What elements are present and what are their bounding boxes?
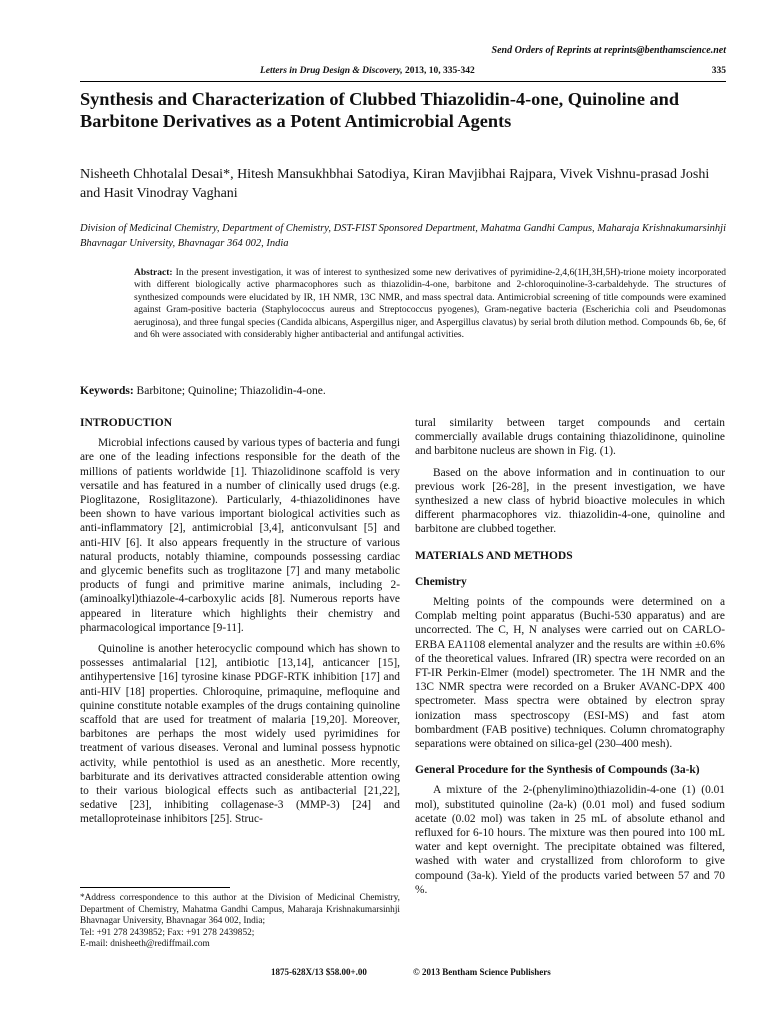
journal-name: Letters in Drug Design & Discovery, [260,66,403,76]
intro-paragraph-3: Based on the above information and in continuation to our previous work [26-28], in the present investigation, we have synthesized a new class of hybrid bioactive molecules in which different pharmacophores viz. thiazolidin-4-one, quinoline and barbitone are clubbed together. [415,466,725,536]
issn-price: 1875-628X/13 $58.00+.00 [271,967,367,977]
abstract-label: Abstract: [134,268,173,278]
intro-paragraph-2: Quinoline is another heterocyclic compound which has shown to possesses antimalarial [12], antibiotic [13,14], anticancer [15], antihypertensive [16] tyrosine kinase PDGF-RTK inhibition [17] and anti-HIV [18] properties. Chloroquine, primaquine, mefloquine and quinine constitute notable examples of the drugs containing quinoline scaffold that are used for treatment of malaria [19,20]. Moreover, barbitones are perhaps the most widely used pyrimidines for treatment of various diseases. Veronal and luminal possess hypnotic activity, while pentothiol is used as an anesthetic. More recently, barbiturate and its derivatives attracted considerable attention owing to their various biological effects such as antibacterial [21,22], sedative [23], inhibiting collagenase-3 (MMP-3) [24] and metalloproteinase inhibitors [25]. Struc- [80,643,400,826]
paper-title: Synthesis and Characterization of Clubbed Thiazolidin-4-one, Quinoline and Barbitone Derivatives as a Potent Antimicrobial Agents [80,89,679,131]
right-column [415,416,725,904]
methods-heading: MATERIALS AND METHODS [415,549,573,562]
footnote-tel: Tel: +91 278 2439852; Fax: +91 278 2439852; [80,927,255,938]
running-head [80,66,726,80]
footnote-rule [80,887,230,888]
footnote-email: E-mail: dnisheeth@rediffmail.com [80,939,210,950]
procedure-paragraph: A mixture of the 2-(phenylimino)thiazolidin-4-one (1) (0.01 mol), substituted quinoline (2a-k) (0.01 mol) and fused sodium acetate (0.02 mol) was taken in 25 mL of absolute ethanol and refluxed for 6-10 hours. The mixture was then poured into 100 mL water and kept overnight. The precipitate obtained was filtered, washed with water and crystallized from chloroform to give compound (3a-k). Yield of the products varied between 57 and 70 %. [415,784,725,896]
reprints-notice: Send Orders of Reprints at reprints@benthamscience.net [491,45,726,56]
intro-paragraph-1: Microbial infections caused by various types of bacteria and fungi are one of the leading infections responsible for the death of the millions of patients worldwide [1]. Thiazolidinone scaffold is very versatile and has featured in a number of clinically used drugs (e.g. Pioglitazone, Rosiglitazone). Particularly, 4-thiazolidinones have been shown to have various important biological activities such as anti-inflammatory [2], antimicrobial [3,4], anticonvulsant [5] and anti-HIV [6]. It also appears frequently in the structure of various natural products, notably thiamine, compounds possessing cardiac and glycemic benefits such as troglitazone [7] and many metabolic products of fungi and primitive marine animals, including 2-(aminoalkyl)thiazole-4-carboxylic acids [8]. Numerous reports have appeared in literature which highlights their chemistry and pharmacological importance [9-11]. [80,437,400,634]
affiliation: Division of Medicinal Chemistry, Department of Chemistry, DST-FIST Sponsored Department, Mahatma Gandhi Campus, Maharaja Krishnakumarsinhji Bhavnagar University, Bhavnagar 364 002, India [80,223,726,249]
journal-citation [260,66,475,76]
abstract-text: In the present investigation, it was of interest to synthesized some new derivatives of pyrimidine-2,4,6(1H,3H,5H)-trione moiety incorporated with different biologically active pharmacophores such as thiazolidin-4-one, barbitone and 2-chloroquinoline-3-carbaldehyde. The structures of synthesized compounds were elucidated by IR, 1H NMR, 13C NMR, and mass spectral data. Antimicrobial screening of title compounds were examined against Gram-positive bacteria (Staphylococcus aureus and Streptococcus pyogenes), Gram-negative bacteria (Escherichia coli and Pseudomonas aeruginosa), and three fungal species (Candida albicans, Aspergillus niger, and Aspergillus clavatus) by serial broth dilution method. Compounds 6b, 6e, 6f and 6h were associated with considerably higher antibacterial and antifungal activities. [134,268,726,341]
keywords-label: Keywords: [80,385,134,397]
keywords [80,385,326,397]
abstract [134,267,726,341]
procedure-heading: General Procedure for the Synthesis of Compounds (3a-k) [415,764,700,777]
footnote-address: *Address correspondence to this author at the Division of Medicinal Chemistry, Department of Chemistry, Mahatma Gandhi Campus, Maharaja Krishnakumarsinhji Bhavnagar University, Bhavnagar 364 002, India; [80,893,400,927]
correspondence-footnote [80,893,400,951]
journal-volume: 2013, 10, 335-342 [405,66,475,76]
introduction-heading: INTRODUCTION [80,417,173,429]
chemistry-heading: Chemistry [415,575,467,588]
keywords-text: Barbitone; Quinoline; Thiazolidin-4-one. [136,385,326,397]
copyright: © 2013 Bentham Science Publishers [413,967,551,977]
author-list: Nisheeth Chhotalal Desai*, Hitesh Mansukhbhai Satodiya, Kiran Mavjibhai Rajpara, Vivek Vishnu-prasad Joshi and Hasit Vinodray Vaghani [80,167,710,201]
page-number: 335 [711,66,726,76]
left-column [80,416,400,834]
chemistry-paragraph: Melting points of the compounds were determined on a Complab melting point apparatus (Buchi-530 apparatus) and are uncorrected. The C, H, N analyses were carried out on CARLO-ERBA EA1108 elemental analyzer and the results are within ±0.6% of the theoretical values. Infrared (IR) spectra were recorded on an FT-IR Perkin-Elmer (model) spectrometer. The 1H NMR and the 13C NMR spectra were recorded on a Bruker AVANC-DPX 400 spectrometer. Mass spectra were obtained by electron spray ionization mass spectroscopy (ESI-MS) and fast atom bombardment (FAB positive) techniques. Column chromatography separations were obtained on silica-gel (230–400 mesh). [415,596,725,751]
intro-continuation: tural similarity between target compounds and certain commercially available drugs containing thiazolidinone, quinoline and barbitone nucleus are shown in Fig. (1). [415,417,725,458]
header-rule [80,81,726,82]
